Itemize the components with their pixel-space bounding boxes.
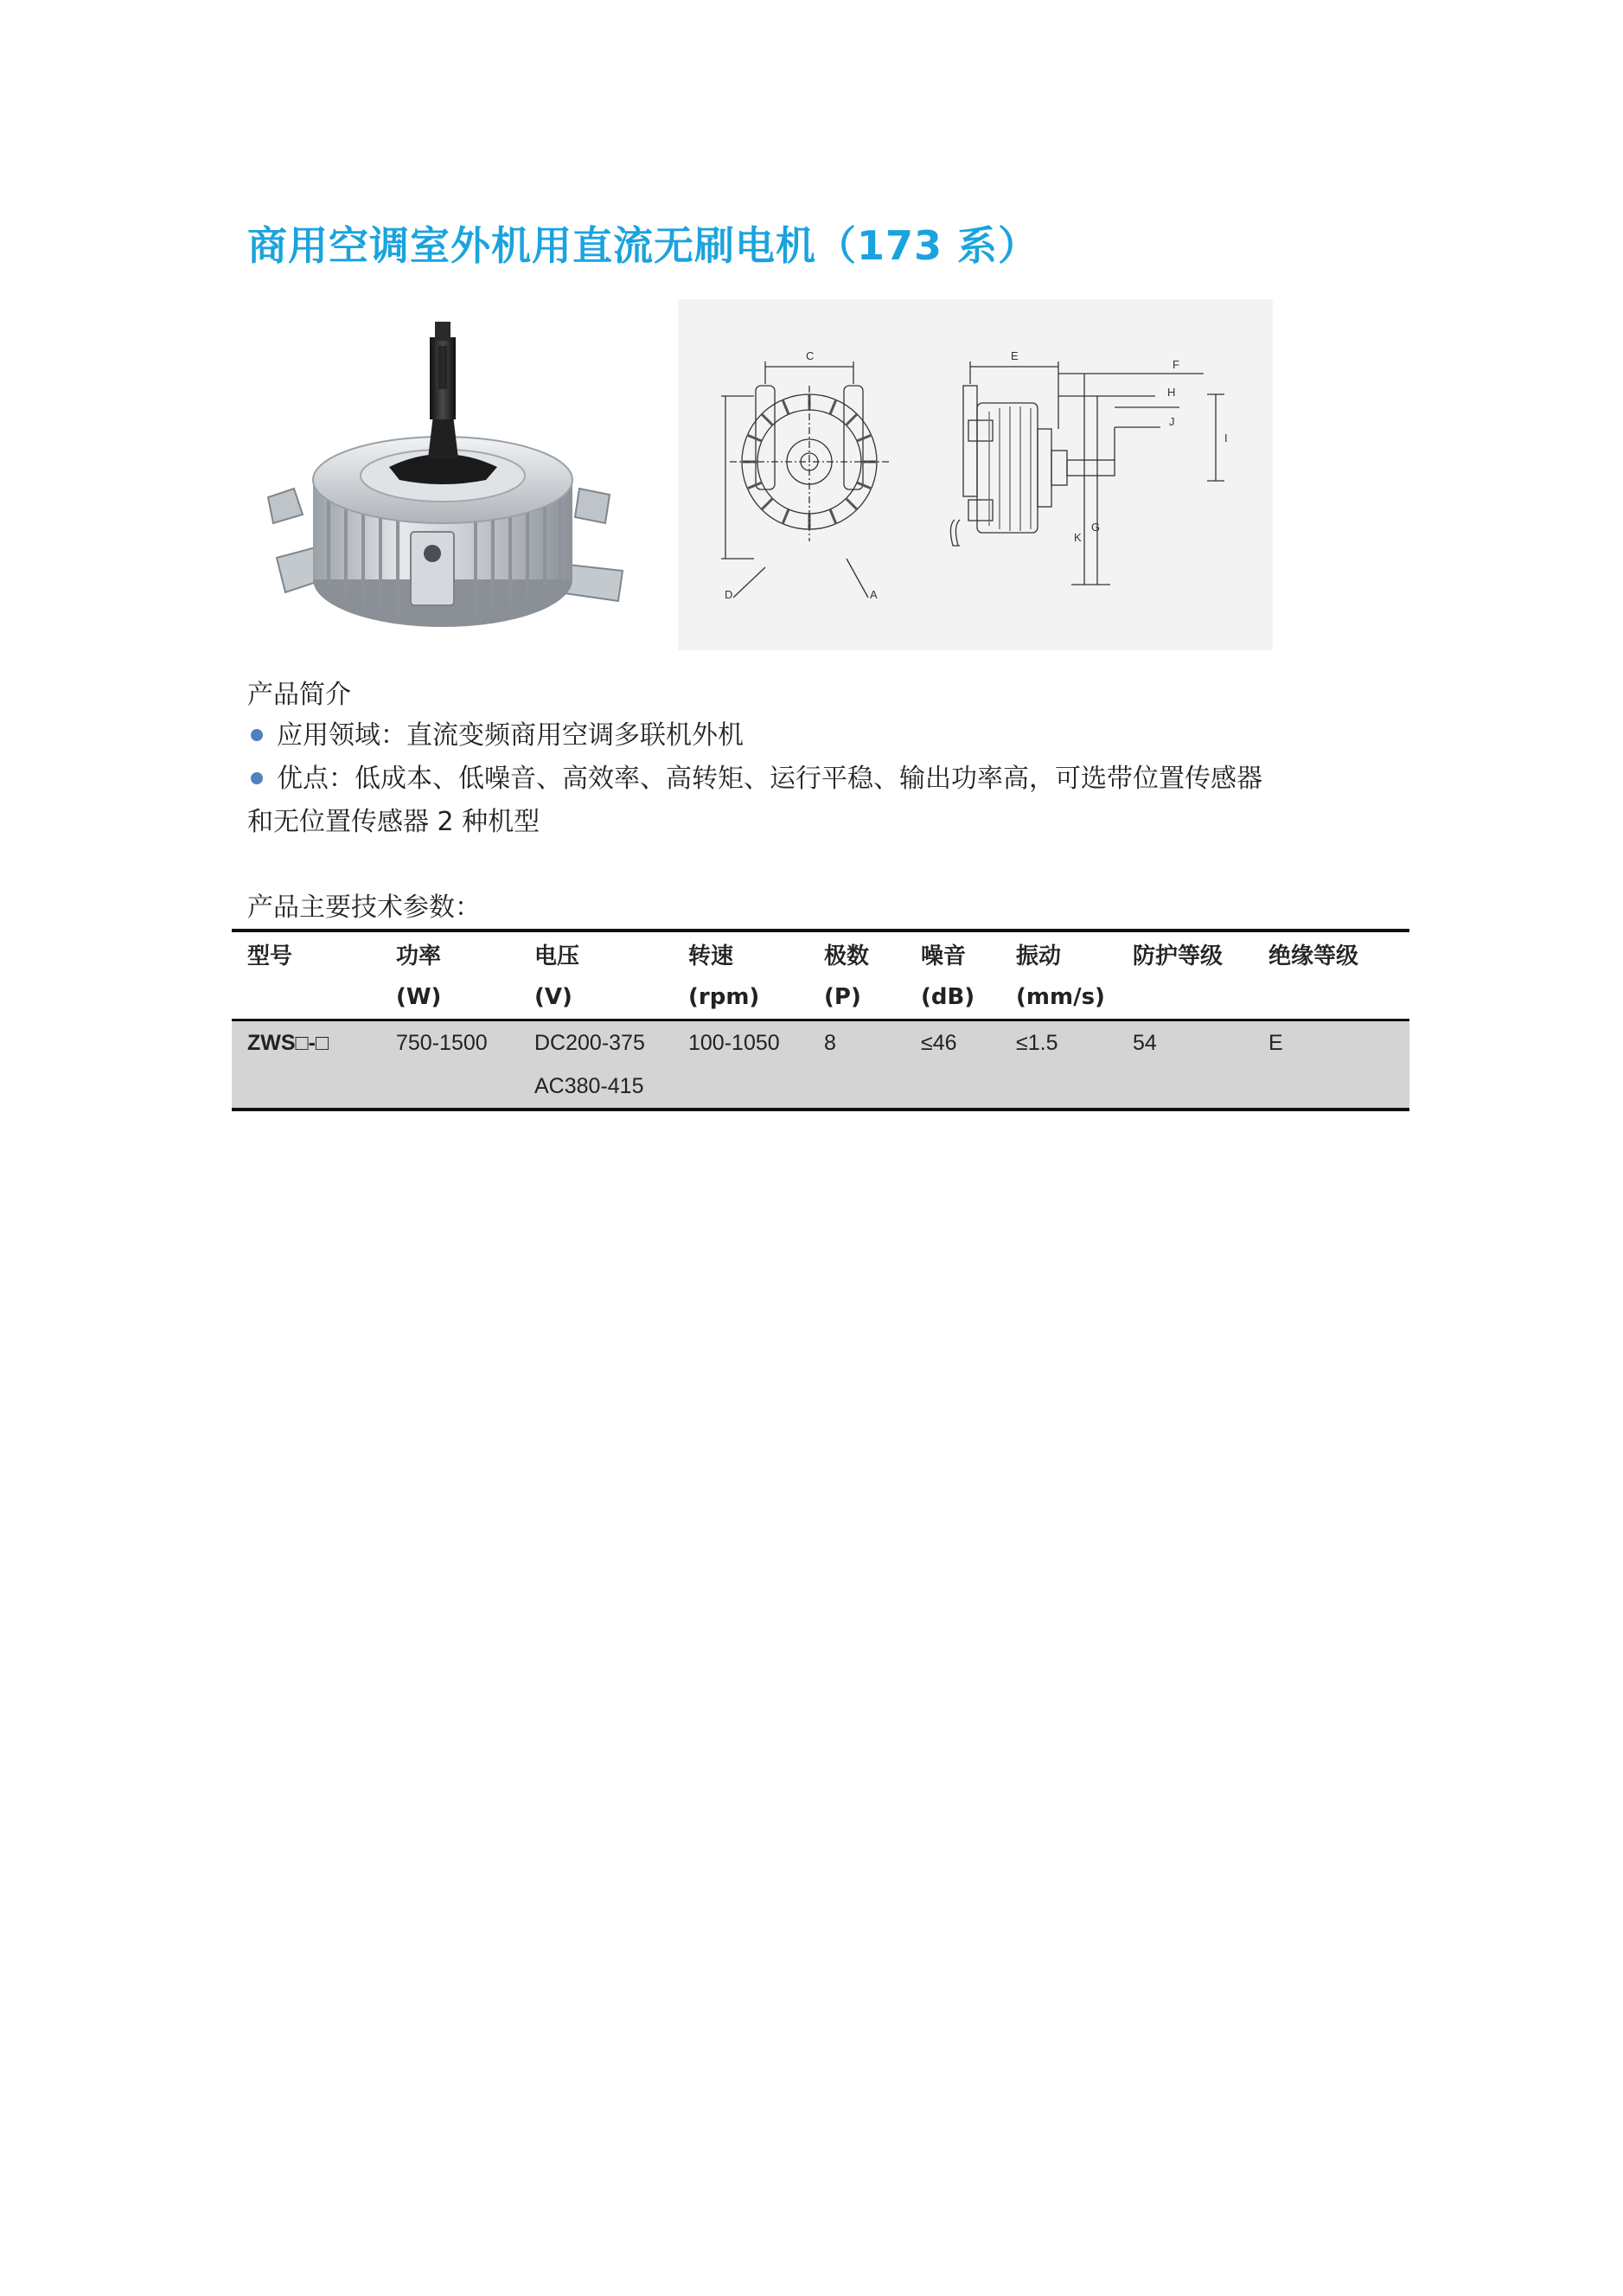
- dim-label-e: E: [1011, 349, 1019, 362]
- column-header: 转速: [673, 931, 808, 975]
- cell-speed: 100-1050: [673, 1020, 808, 1065]
- dim-label-f: F: [1173, 358, 1179, 371]
- cell-power: 750-1500: [380, 1020, 519, 1065]
- advantages-text-line2: 和无位置传感器 2 种机型: [247, 807, 540, 837]
- column-header: 防护等级: [1117, 931, 1253, 975]
- column-unit: [1253, 975, 1409, 1020]
- table-unit-row: [232, 975, 1409, 1020]
- column-header: 极数: [808, 931, 905, 975]
- cell-voltage-ac: AC380-415: [519, 1065, 673, 1110]
- dim-label-k: K: [1074, 531, 1082, 544]
- column-header: 噪音: [905, 931, 1000, 975]
- column-unit: (dB): [905, 975, 1000, 1020]
- column-unit: (mm/s): [1000, 975, 1117, 1020]
- column-header: 电压: [519, 931, 673, 975]
- intro-bullet-application: [247, 714, 1406, 758]
- advantages-text-line1: 优点：低成本、低噪音、高效率、高转矩、运行平稳、输出功率高，可选带位置传感器: [277, 764, 1262, 794]
- dim-label-i: I: [1224, 432, 1228, 444]
- application-text: 应用领域：直流变频商用空调多联机外机: [277, 720, 744, 751]
- intro-bullet-advantages: [247, 758, 1406, 844]
- dimension-drawing: [678, 299, 1273, 650]
- column-header: 型号: [232, 931, 380, 975]
- intro-heading: 产品简介: [247, 680, 351, 710]
- column-header: 振动: [1000, 931, 1117, 975]
- cell-noise: ≤46: [905, 1020, 1000, 1065]
- column-unit: [1117, 975, 1253, 1020]
- table-row: [232, 1065, 1409, 1110]
- dim-label-d: D: [725, 588, 733, 601]
- bullet-dot-icon: [251, 729, 263, 741]
- dim-label-a: A: [870, 588, 878, 601]
- column-unit: (rpm): [673, 975, 808, 1020]
- dim-label-g: G: [1091, 521, 1101, 534]
- dim-label-c: C: [806, 349, 815, 362]
- specs-table: [232, 929, 1409, 1111]
- bullet-dot-icon: [251, 772, 263, 784]
- cell-insulation: E: [1253, 1020, 1409, 1065]
- column-unit: (V): [519, 975, 673, 1020]
- motor-photo: [259, 311, 649, 657]
- cell-vibration: ≤1.5: [1000, 1020, 1117, 1065]
- dim-label-h: H: [1167, 386, 1176, 399]
- cell-poles: 8: [808, 1020, 905, 1065]
- column-header: 绝缘等级: [1253, 931, 1409, 975]
- column-unit: (P): [808, 975, 905, 1020]
- dim-label-j: J: [1169, 415, 1175, 428]
- column-unit: (W): [380, 975, 519, 1020]
- column-unit: [232, 975, 380, 1020]
- cell-voltage-dc: DC200-375: [519, 1020, 673, 1065]
- column-header: 功率: [380, 931, 519, 975]
- cell-model: ZWS□-□: [232, 1020, 380, 1065]
- page-title: 商用空调室外机用直流无刷电机（173 系）: [247, 222, 1039, 269]
- table-row: [232, 1020, 1409, 1065]
- specs-heading: 产品主要技术参数：: [247, 892, 481, 923]
- table-header-row: [232, 931, 1409, 975]
- cell-protection: 54: [1117, 1020, 1253, 1065]
